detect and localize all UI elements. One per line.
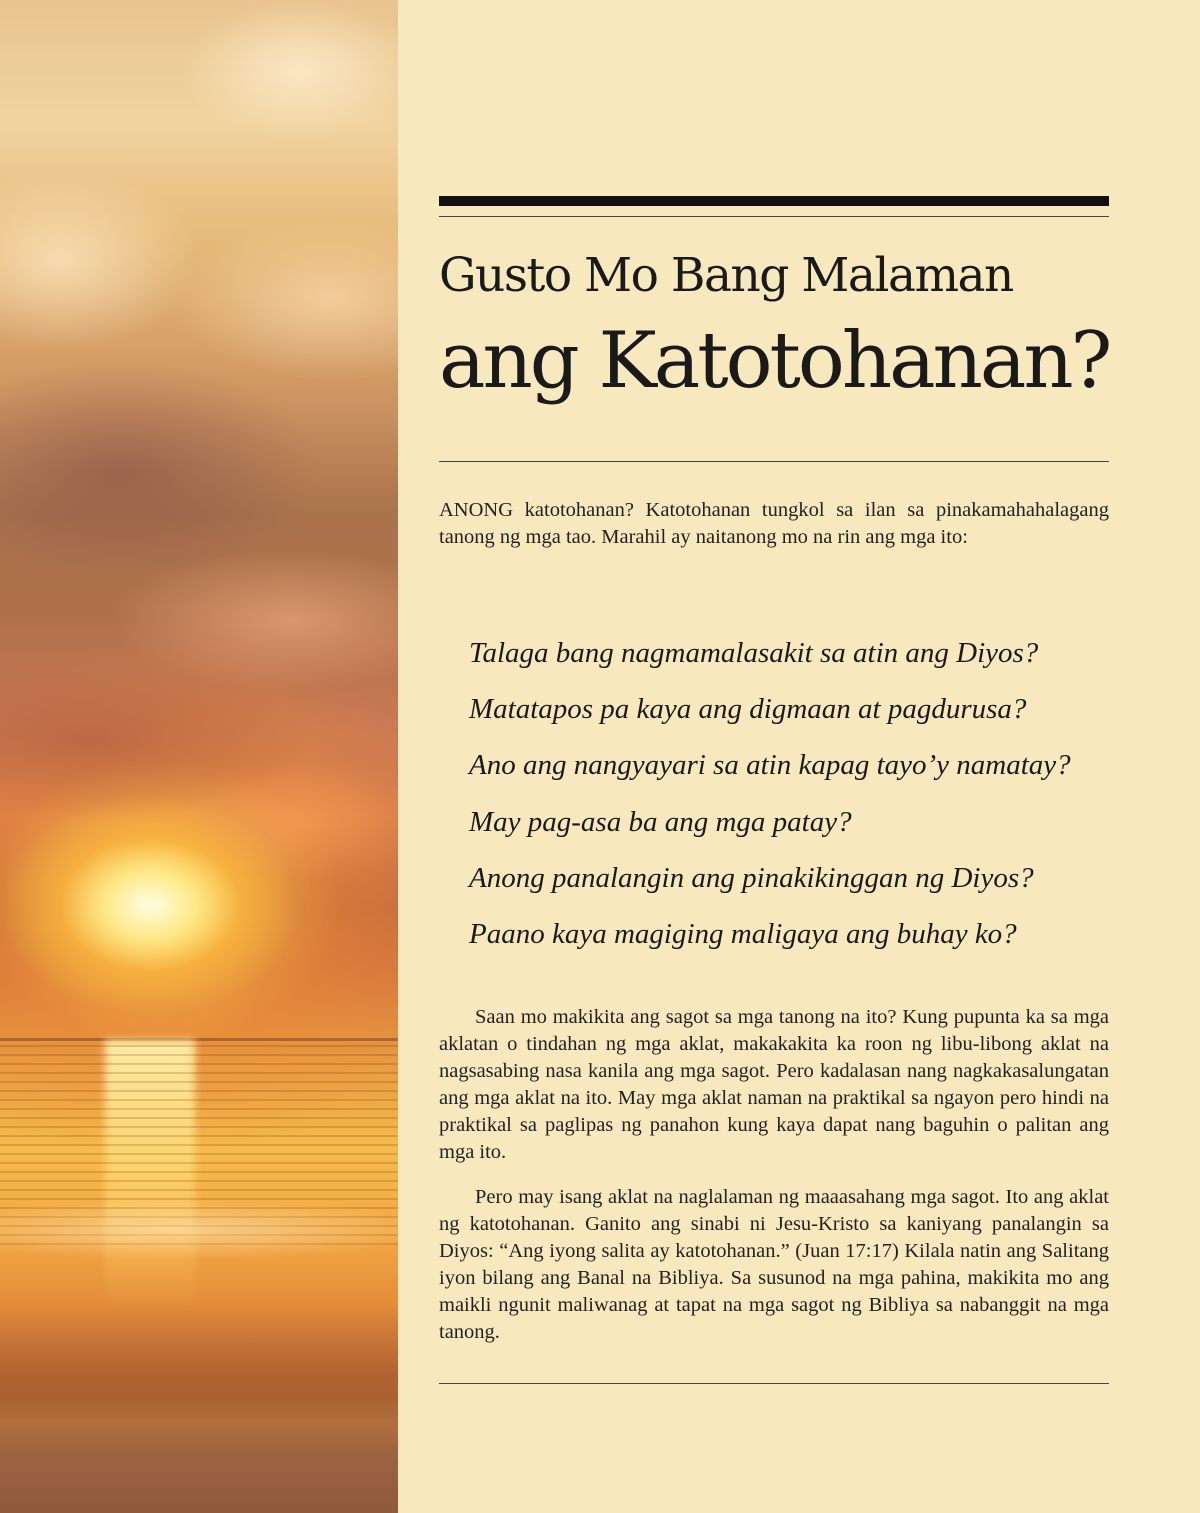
intro-paragraph: ANONG katotohanan? Katotohanan tungkol sa ilan sa pinakamahahalagang tanong ng mga tao. Marahil ay naitanong mo na rin ang mga ito:: [439, 499, 1109, 548]
bottom-rule: [439, 1383, 1109, 1384]
question-item: Ano ang nangyayari sa atin kapag tayo’y namatay?: [469, 749, 1071, 782]
question-item: May pag-asa ba ang mga patay?: [469, 805, 852, 838]
question-item: Talaga bang nagmamalasakit sa atin ang Diyos?: [469, 637, 1039, 669]
body-paragraph-1: Saan mo makikita ang sagot sa mga tanong na ito? Kung pupunta ka sa mga aklatan o tindahan ng mga aklat, makakakita ka roon ng libu-libong aklat na nagsasabing nasa kanila ang mga sagot. Pero kadalasan nang nagkakasalungatan ang mga aklat na ito. May mga aklat naman na praktikal sa ngayon pero hindi na praktikal sa paglipas ng panahon kung kaya dapat nang baguhin o palitan ang mga ito.: [439, 1006, 1109, 1163]
sunset-photo: [0, 0, 398, 1513]
title-divider: [439, 461, 1109, 462]
horizon-line: [0, 1038, 398, 1041]
question-item: Matatapos pa kaya ang digmaan at pagdurusa?: [469, 693, 1027, 726]
top-thick-rule: [439, 196, 1109, 206]
top-thin-rule: [439, 216, 1109, 217]
question-item: Paano kaya magiging maligaya ang buhay ko?: [469, 917, 1017, 950]
shoreline: [0, 1200, 398, 1260]
body-paragraph-2: Pero may isang aklat na naglalaman ng maaasahang mga sagot. Ito ang aklat ng katotohanan. Ganito ang sinabi ni Jesu-Kristo sa kaniyang panalangin sa Diyos: “Ang iyong salita ay katotohanan.” (Juan 17:17) Kilala natin ang Salitang iyon bilang ang Banal na Bibliya. Sa susunod na mga pahina, makikita mo ang maikli ngunit maliwanag at tapat na mga sagot ng Bibliya sa nabanggit na mga tanong.: [439, 1186, 1109, 1343]
title-line-1: Gusto Mo Bang Malaman: [439, 248, 1013, 303]
question-list: [469, 628, 1119, 965]
clouds-layer: [0, 0, 398, 1040]
title-line-2: ang Katotohanan?: [439, 316, 1110, 406]
question-item: Anong panalangin ang pinakikinggan ng Diyos?: [469, 861, 1034, 894]
